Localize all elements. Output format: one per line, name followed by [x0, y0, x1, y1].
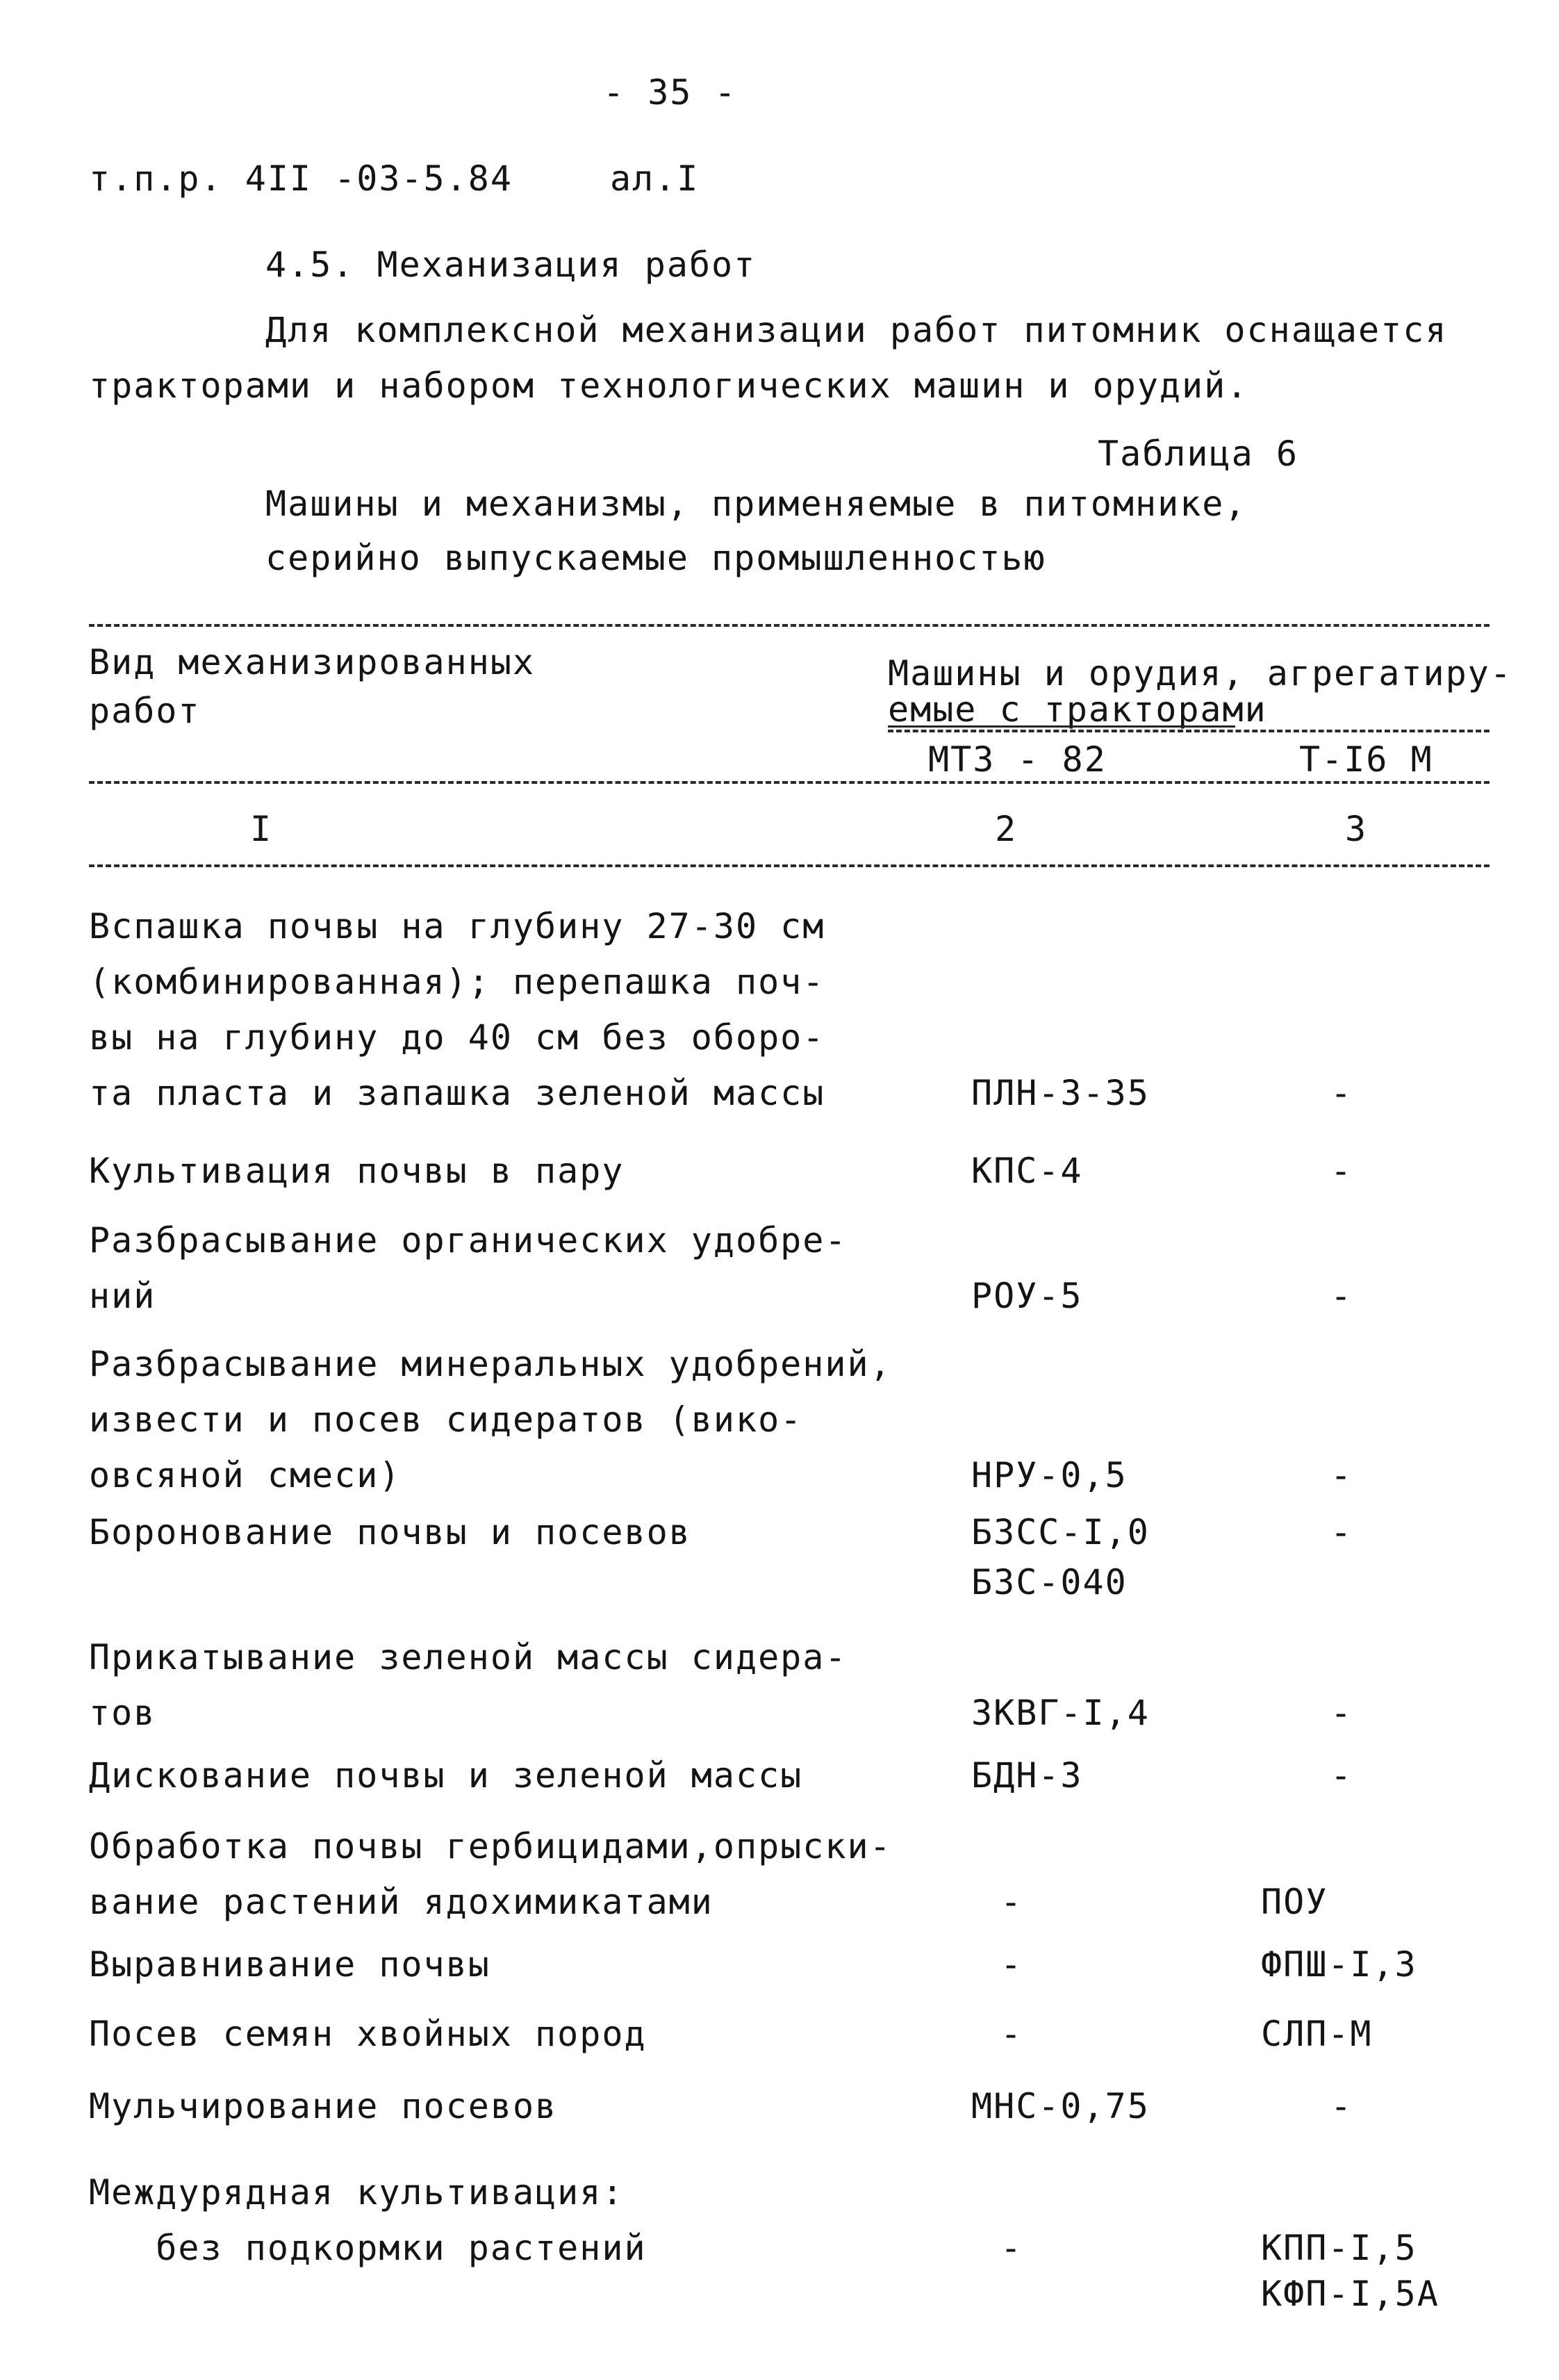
- header-machines-group-line-2: емые с тракторами: [888, 689, 1267, 730]
- work-description-line: Междурядная культивация:: [89, 2172, 625, 2213]
- t-16m-machine: -: [1330, 2086, 1353, 2126]
- t-16m-machine: КФП-I,5А: [1261, 2274, 1440, 2314]
- work-description-line: овсяной смеси): [89, 1455, 402, 1495]
- mtz-82-machine: БДН-3: [971, 1755, 1083, 1796]
- table-top-rule: [89, 624, 1490, 627]
- mtz-82-machine: НРУ-0,5: [971, 1455, 1128, 1495]
- work-description-line: ний: [89, 1276, 156, 1316]
- work-description-line: Посев семян хвойных пород: [89, 2014, 647, 2054]
- work-description-line: Выравнивание почвы: [89, 1944, 490, 1985]
- t-16m-machine: ПОУ: [1261, 1882, 1328, 1922]
- t-16m-machine: -: [1330, 1512, 1353, 1552]
- work-description-line: Вспашка почвы на глубину 27-30 см: [89, 906, 825, 946]
- mtz-82-machine: -: [1000, 2228, 1023, 2268]
- mtz-82-machine: ПЛН-3-35: [971, 1073, 1150, 1113]
- work-description-line: вы на глубину до 40 см без оборо-: [89, 1017, 825, 1058]
- work-description-line: (комбинированная); перепашка поч-: [89, 962, 825, 1002]
- table-label: Таблица 6: [1098, 434, 1298, 474]
- work-description-line: Дискование почвы и зеленой массы: [89, 1755, 803, 1796]
- work-description-line: та пласта и запашка зеленой массы: [89, 1073, 825, 1113]
- mtz-82-machine: КПС-4: [971, 1151, 1083, 1191]
- work-description-line: извести и посев сидератов (вико-: [89, 1400, 803, 1440]
- header-group-rule: [888, 730, 1490, 732]
- section-title: 4.5. Механизация работ: [265, 245, 757, 285]
- table-caption-line-2: серийно выпускаемые промышленностью: [265, 538, 1046, 578]
- t-16m-machine: -: [1330, 1755, 1353, 1796]
- intro-paragraph-line-2: тракторами и набором технологических машин и орудий.: [89, 366, 1249, 406]
- header-work-type-line-1: Вид механизированных: [89, 642, 536, 682]
- work-description-line: тов: [89, 1693, 156, 1733]
- column-number-3: 3: [1345, 809, 1368, 849]
- column-numbers-rule: [89, 864, 1490, 867]
- header-bottom-rule: [89, 781, 1490, 784]
- t-16m-machine: -: [1330, 1693, 1353, 1733]
- mtz-82-machine: -: [1000, 1944, 1023, 1985]
- mtz-82-machine: МНС-0,75: [971, 2086, 1150, 2126]
- work-description-line: Обработка почвы гербицидами,опрыски-: [89, 1826, 892, 1866]
- work-description-line: Мульчирование посевов: [89, 2086, 558, 2126]
- mtz-82-machine: БЗС-040: [971, 1562, 1128, 1602]
- mtz-82-machine: БЗСС-I,0: [971, 1512, 1150, 1552]
- album-reference: ал.I: [610, 158, 700, 199]
- work-description-line: вание растений ядохимикатами: [89, 1882, 713, 1922]
- mtz-82-machine: РОУ-5: [971, 1276, 1083, 1316]
- page-number: - 35 -: [603, 72, 737, 113]
- header-machines-group-line-1: Машины и орудия, агрегатиру-: [888, 653, 1512, 694]
- header-t-16m: Т-I6 М: [1299, 739, 1433, 780]
- work-description-line: Прикатывание зеленой массы сидера-: [89, 1637, 848, 1677]
- column-number-2: 2: [995, 809, 1018, 849]
- t-16m-machine: ФПШ-I,3: [1261, 1944, 1417, 1985]
- header-group-underline: [888, 725, 1235, 728]
- mtz-82-machine: -: [1000, 1882, 1023, 1922]
- header-mtz-82: МТЗ - 82: [928, 739, 1107, 780]
- work-description-line: Боронование почвы и посевов: [89, 1512, 691, 1552]
- t-16m-machine: -: [1330, 1276, 1353, 1316]
- mtz-82-machine: ЗКВГ-I,4: [971, 1693, 1150, 1733]
- t-16m-machine: СЛП-М: [1261, 2014, 1373, 2054]
- mtz-82-machine: -: [1000, 2014, 1023, 2054]
- work-description-line: Культивация почвы в пару: [89, 1151, 625, 1191]
- t-16m-machine: -: [1330, 1073, 1353, 1113]
- work-description-line: Разбрасывание органических удобре-: [89, 1220, 848, 1261]
- intro-paragraph-line-1: Для комплексной механизации работ питомник оснащается: [265, 310, 1448, 350]
- header-work-type-line-2: работ: [89, 691, 201, 731]
- column-number-1: I: [250, 809, 273, 849]
- t-16m-machine: КПП-I,5: [1261, 2228, 1417, 2268]
- t-16m-machine: -: [1330, 1151, 1353, 1191]
- t-16m-machine: -: [1330, 1455, 1353, 1495]
- document-reference: т.п.р. 4II -03-5.84: [89, 158, 513, 199]
- work-description-line: Разбрасывание минеральных удобрений,: [89, 1344, 892, 1384]
- table-caption-line-1: Машины и механизмы, применяемые в питомнике,: [265, 484, 1247, 524]
- work-description-line: без подкормки растений: [89, 2228, 647, 2268]
